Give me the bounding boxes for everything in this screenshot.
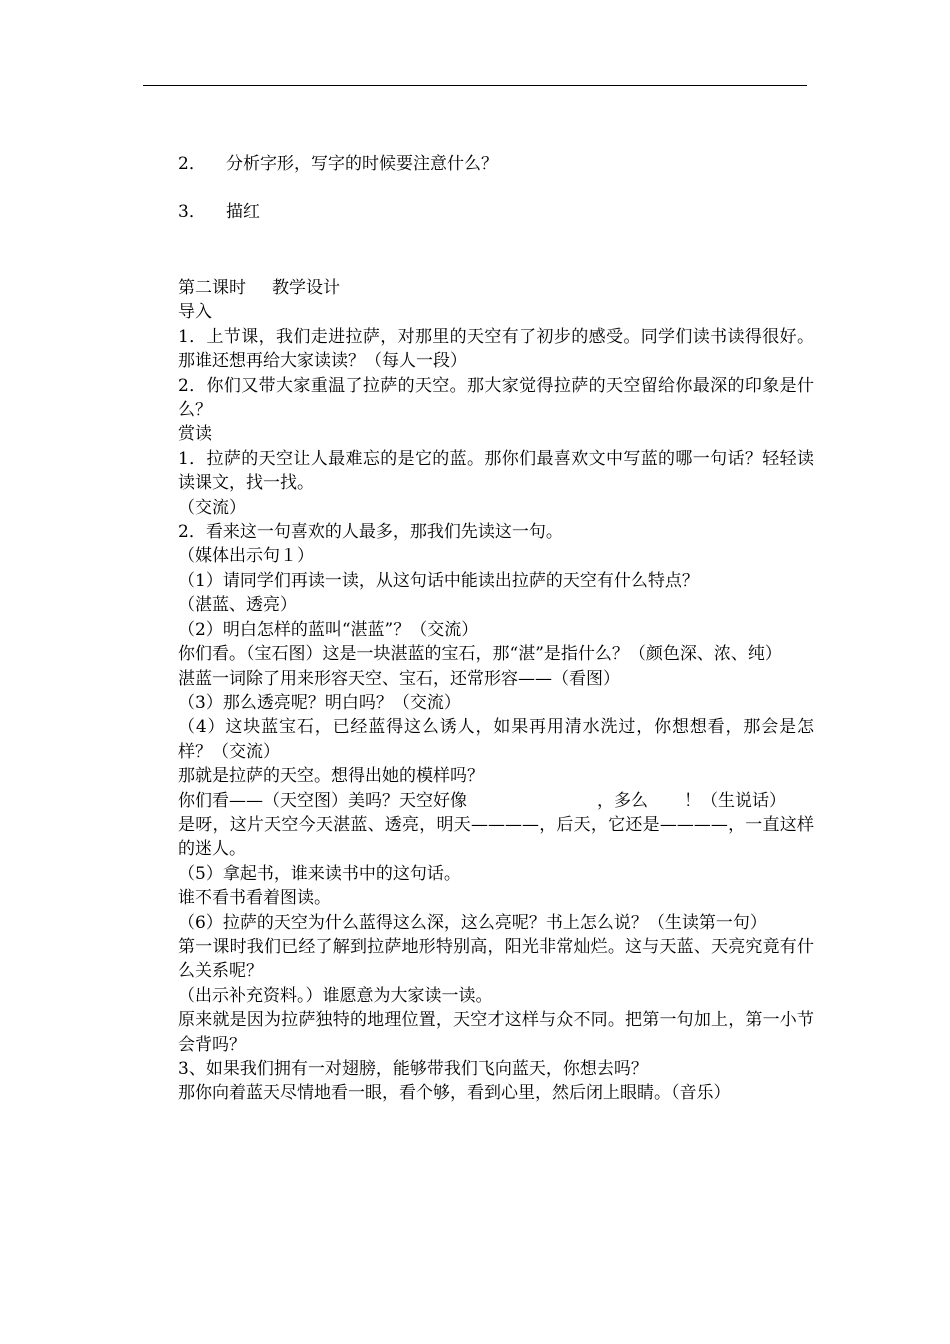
header-rule — [143, 85, 807, 86]
paragraph: 湛蓝一词除了用来形容天空、宝石，还常形容——（看图） — [178, 668, 620, 689]
paragraph: 谁不看书看着图读。 — [178, 888, 331, 909]
paragraph: （5）拿起书，谁来读书中的这句话。 — [178, 863, 461, 884]
lesson-body — [178, 276, 814, 1106]
list-item-number: 3． — [178, 202, 206, 222]
fill-in-sentence — [178, 789, 814, 813]
list-item-3 — [178, 200, 260, 224]
fill-in-part-1: 你们看——（天空图）美吗？天空好像 — [178, 790, 467, 811]
paragraph: （6）拉萨的天空为什么蓝得这么深，这么亮呢？书上怎么说？（生读第一句） — [178, 912, 767, 933]
paragraph: 1．拉萨的天空让人最难忘的是它的蓝。那你们最喜欢文中写蓝的哪一句话？轻轻读读课文，找一找。 — [178, 448, 814, 494]
paragraph: （4）这块蓝宝石，已经蓝得这么诱人，如果再用清水洗过，你想想看，那会是怎样？（交流） — [178, 717, 814, 762]
paragraph: 1．上节课，我们走进拉萨，对那里的天空有了初步的感受。同学们读书读得很好。那谁还想再给大家读读？（每人一段） — [178, 326, 814, 372]
paragraph: （3）那么透亮呢？明白吗？（交流） — [178, 692, 461, 713]
paragraph: （2）明白怎样的蓝叫“湛蓝”？（交流） — [178, 619, 479, 640]
list-item-text: 描红 — [226, 202, 260, 222]
paragraph: 你们看。（宝石图）这是一块湛蓝的宝石，那“湛”是指什么？（颜色深、浓、纯） — [178, 644, 782, 665]
paragraph: 2．你们又带大家重温了拉萨的天空。那大家觉得拉萨的天空留给你最深的印象是什么？ — [178, 375, 814, 421]
paragraph: 原来就是因为拉萨独特的地理位置，天空才这样与众不同。把第一句加上，第一小节会背吗？ — [178, 1010, 814, 1055]
lesson-title-right: 教学设计 — [272, 278, 340, 298]
paragraph: 3、如果我们拥有一对翅膀，能够带我们飞向蓝天，你想去吗？ — [178, 1059, 648, 1079]
paragraph: 那你向着蓝天尽情地看一眼，看个够，看到心里，然后闭上眼睛。（音乐） — [178, 1083, 731, 1104]
paragraph: 是呀，这片天空今天湛蓝、透亮，明天————，后天，它还是————，一直这样的迷人。 — [178, 814, 814, 860]
paragraph: （1）请同学们再读一读，从这句话中能读出拉萨的天空有什么特点？ — [178, 570, 699, 591]
paragraph: （交流） — [178, 497, 246, 518]
list-item-text: 分析字形，写字的时候要注意什么？ — [226, 154, 498, 174]
lesson-title-left: 第二课时 — [178, 278, 246, 298]
paragraph: 2．看来这一句喜欢的人最多，那我们先读这一句。 — [178, 522, 563, 543]
fill-in-part-3: ！（生说话） — [684, 790, 786, 811]
paragraph: 导入 — [178, 302, 212, 323]
paragraph: （媒体出示句１） — [178, 546, 314, 567]
paragraph: 那就是拉萨的天空。想得出她的模样吗？ — [178, 766, 484, 787]
paragraph: 赏读 — [178, 424, 212, 445]
paragraph: （湛蓝、透亮） — [178, 595, 297, 616]
paragraph: 第一课时我们已经了解到拉萨地形特别高，阳光非常灿烂。这与天蓝、天亮究竟有什么关系呢？ — [178, 936, 814, 982]
lesson-title — [178, 276, 814, 300]
list-item-2 — [178, 152, 498, 176]
list-item-number: 2． — [178, 154, 206, 174]
paragraph: （出示补充资料。）谁愿意为大家读一读。 — [178, 985, 493, 1006]
fill-in-part-2: ，多么 — [597, 790, 648, 811]
